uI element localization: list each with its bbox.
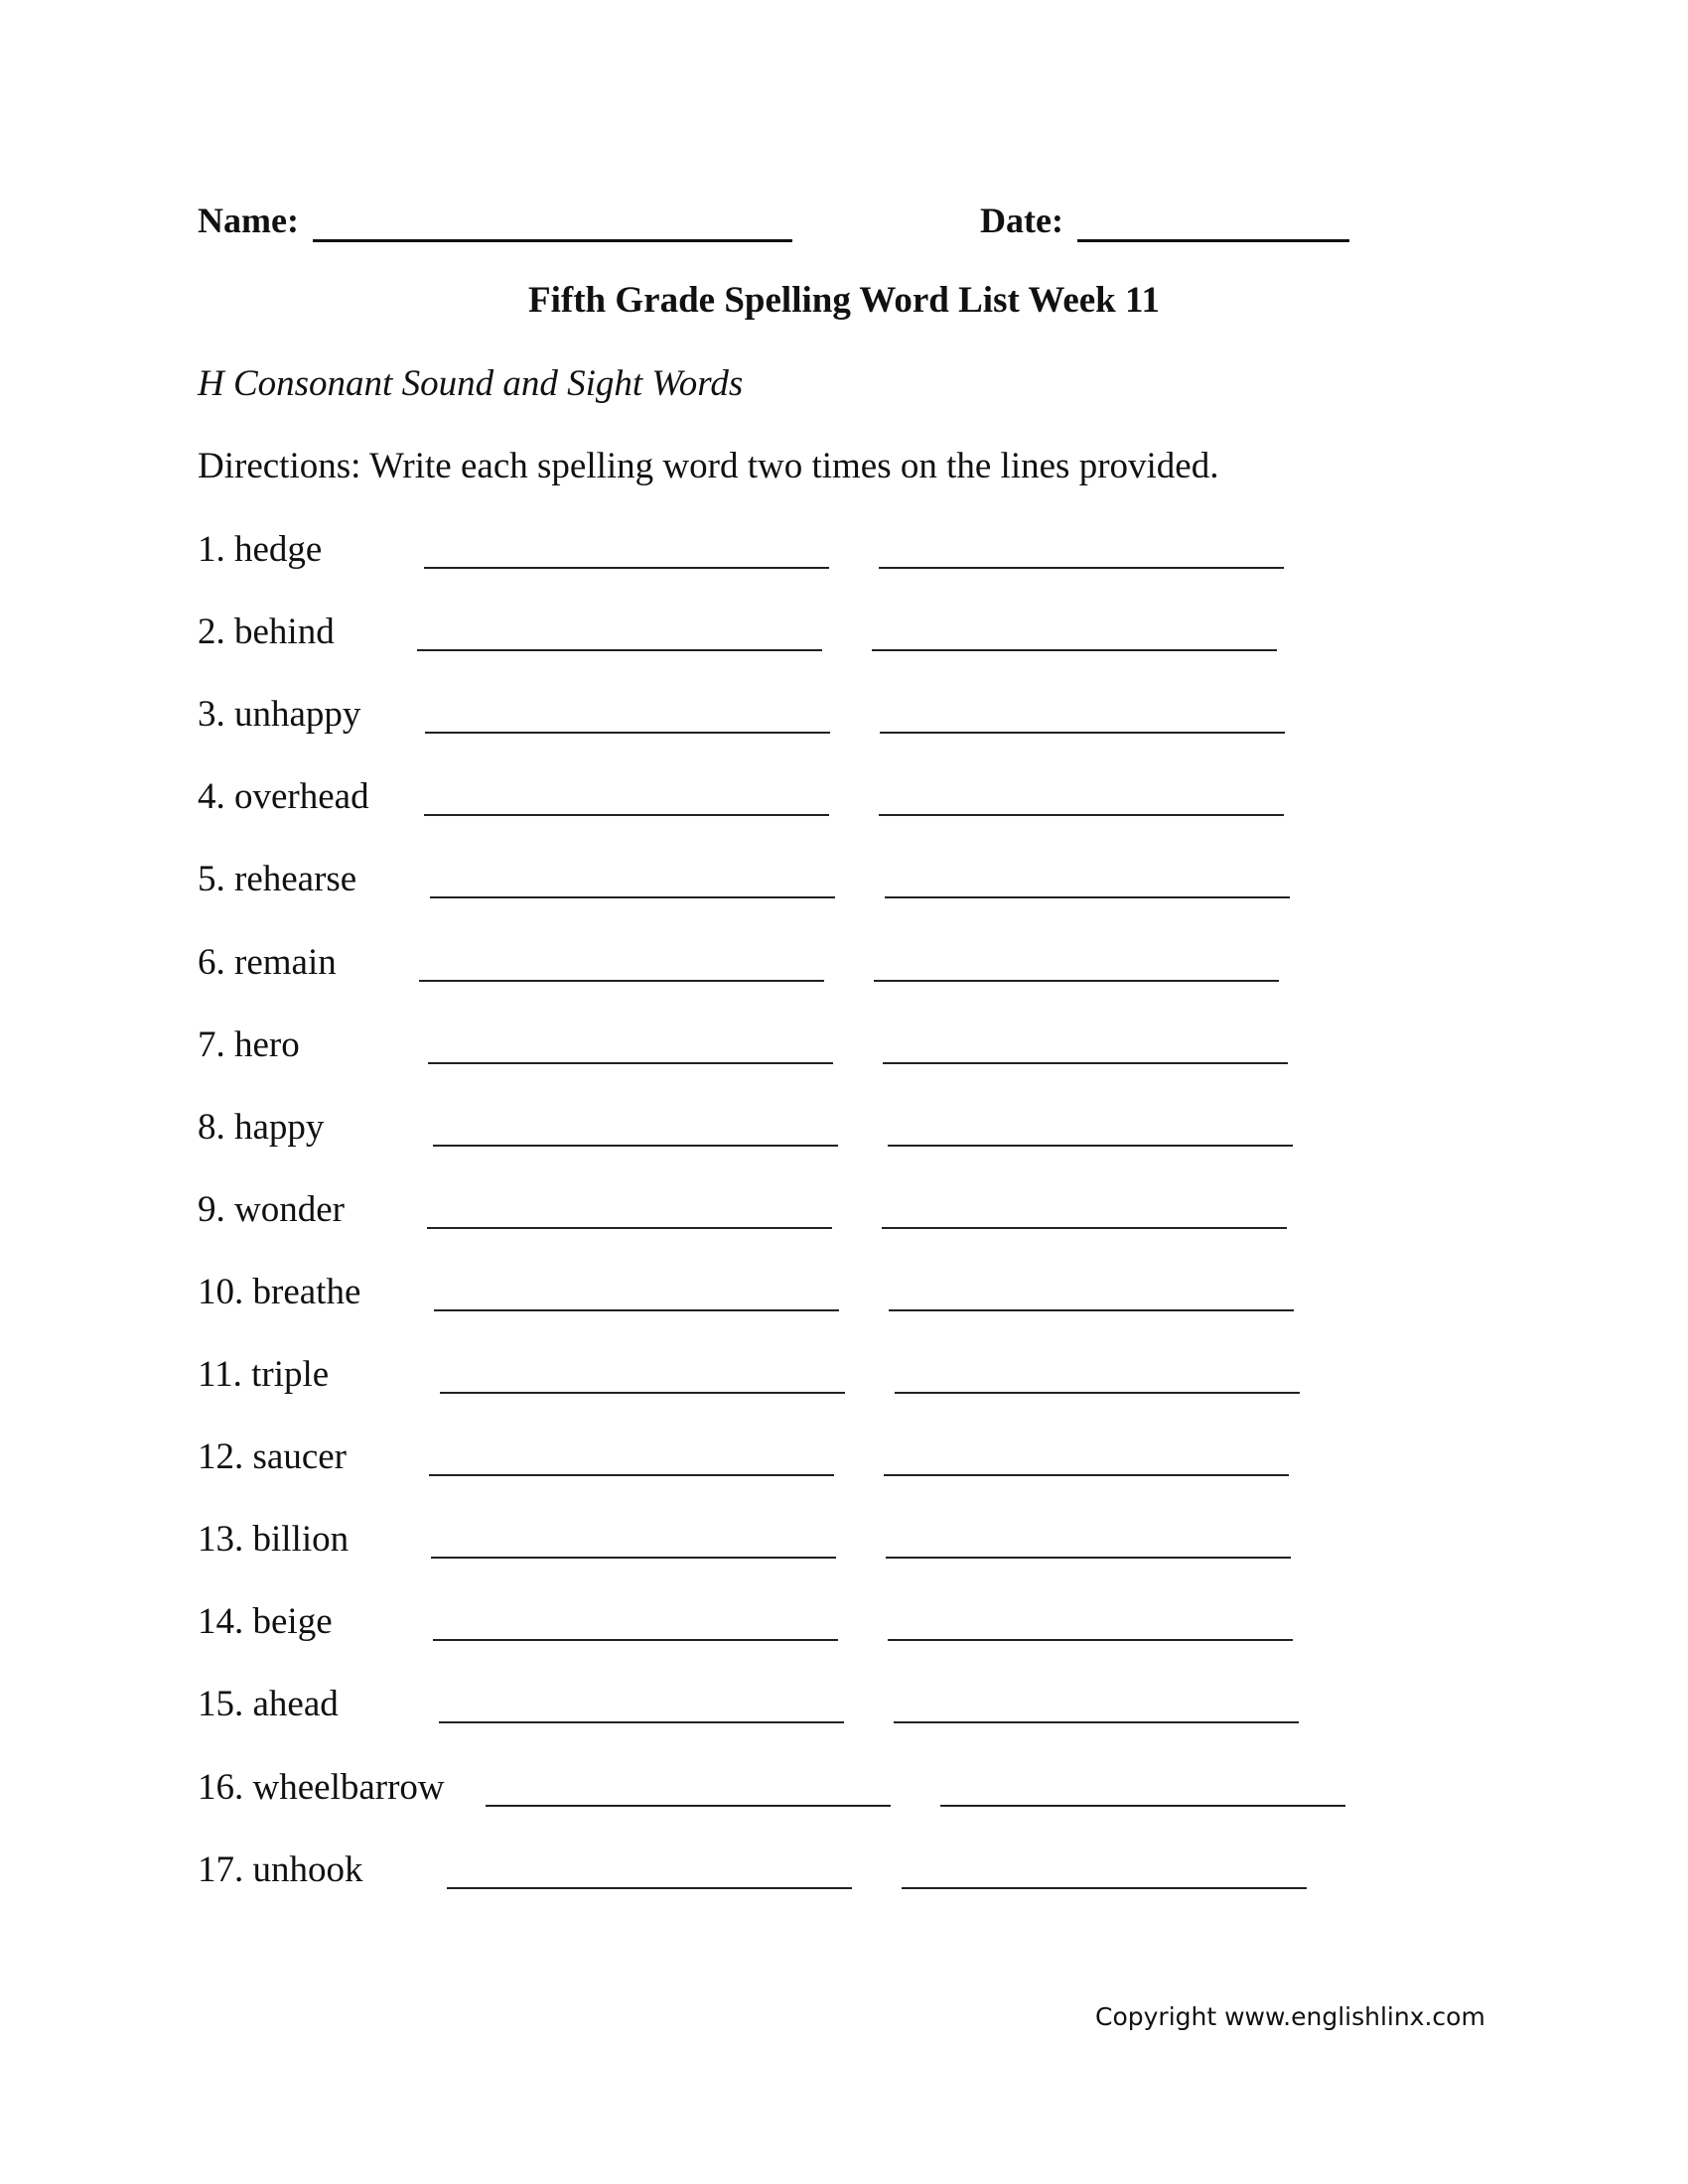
- writing-line-first[interactable]: [419, 980, 824, 982]
- writing-line-first[interactable]: [417, 649, 822, 651]
- word-row: [198, 940, 1389, 990]
- word-row: [198, 1352, 1389, 1402]
- writing-line-second[interactable]: [879, 567, 1284, 569]
- spelling-word: 10. breathe: [198, 1272, 361, 1312]
- writing-line-first[interactable]: [430, 896, 835, 898]
- spelling-word: 11. triple: [198, 1354, 330, 1395]
- date-label: Date:: [980, 201, 1063, 240]
- name-blank-line[interactable]: [313, 204, 792, 242]
- spelling-word: 9. wonder: [198, 1189, 345, 1230]
- spelling-word: 14. beige: [198, 1601, 333, 1642]
- writing-line-first[interactable]: [424, 567, 829, 569]
- word-row: [198, 1187, 1389, 1237]
- spelling-word: 5. rehearse: [198, 859, 357, 899]
- word-row: [198, 1599, 1389, 1649]
- spelling-word: 8. happy: [198, 1107, 325, 1148]
- word-row: [198, 1023, 1389, 1072]
- word-row: [198, 1847, 1389, 1897]
- spelling-word: 15. ahead: [198, 1684, 339, 1724]
- writing-line-first[interactable]: [434, 1309, 839, 1311]
- word-row: [198, 1105, 1389, 1155]
- word-row: [198, 1270, 1389, 1319]
- word-row: [198, 692, 1389, 742]
- spelling-word: 16. wheelbarrow: [198, 1767, 445, 1808]
- writing-line-second[interactable]: [889, 1309, 1294, 1311]
- writing-line-first[interactable]: [427, 1227, 832, 1229]
- writing-line-second[interactable]: [885, 896, 1290, 898]
- name-label: Name:: [198, 201, 299, 240]
- writing-line-second[interactable]: [880, 732, 1285, 734]
- word-row: [198, 610, 1389, 659]
- writing-line-first[interactable]: [439, 1721, 844, 1723]
- writing-line-second[interactable]: [894, 1721, 1299, 1723]
- writing-line-first[interactable]: [424, 814, 829, 816]
- spelling-word: 12. saucer: [198, 1436, 347, 1477]
- spelling-word: 1. hedge: [198, 529, 323, 570]
- name-field: [198, 199, 792, 242]
- date-field: [980, 199, 1349, 242]
- word-row: [198, 774, 1389, 824]
- writing-line-second[interactable]: [882, 1227, 1287, 1229]
- word-row: [198, 857, 1389, 906]
- writing-line-first[interactable]: [428, 1062, 833, 1064]
- writing-line-second[interactable]: [902, 1887, 1307, 1889]
- writing-line-first[interactable]: [433, 1145, 838, 1147]
- writing-line-first[interactable]: [425, 732, 830, 734]
- spelling-word: 3. unhappy: [198, 694, 361, 735]
- writing-line-second[interactable]: [886, 1557, 1291, 1559]
- date-blank-line[interactable]: [1077, 204, 1349, 242]
- word-row: [198, 1517, 1389, 1567]
- writing-line-second[interactable]: [879, 814, 1284, 816]
- writing-line-second[interactable]: [884, 1474, 1289, 1476]
- spelling-word: 2. behind: [198, 612, 335, 652]
- writing-line-first[interactable]: [433, 1639, 838, 1641]
- spelling-word: 13. billion: [198, 1519, 350, 1560]
- spelling-word: 6. remain: [198, 942, 337, 983]
- writing-line-first[interactable]: [447, 1887, 852, 1889]
- writing-line-second[interactable]: [874, 980, 1279, 982]
- spelling-word: 17. unhook: [198, 1849, 363, 1890]
- word-row: [198, 1682, 1389, 1731]
- writing-line-first[interactable]: [486, 1805, 891, 1807]
- writing-line-second[interactable]: [940, 1805, 1345, 1807]
- writing-line-second[interactable]: [872, 649, 1277, 651]
- writing-line-first[interactable]: [431, 1557, 836, 1559]
- spelling-word: 4. overhead: [198, 776, 369, 817]
- directions-text: Directions: Write each spelling word two times on the lines provided.: [198, 446, 1219, 486]
- writing-line-first[interactable]: [429, 1474, 834, 1476]
- worksheet-title: Fifth Grade Spelling Word List Week 11: [528, 280, 1160, 321]
- writing-line-first[interactable]: [440, 1392, 845, 1394]
- writing-line-second[interactable]: [895, 1392, 1300, 1394]
- writing-line-second[interactable]: [883, 1062, 1288, 1064]
- word-row: [198, 527, 1389, 577]
- spelling-word: 7. hero: [198, 1024, 300, 1065]
- word-row: [198, 1434, 1389, 1484]
- writing-line-second[interactable]: [888, 1639, 1293, 1641]
- writing-line-second[interactable]: [888, 1145, 1293, 1147]
- copyright-notice: Copyright www.englishlinx.com: [1095, 2002, 1485, 2031]
- worksheet-subtitle: H Consonant Sound and Sight Words: [198, 363, 744, 404]
- header-row: [198, 199, 1349, 248]
- word-row: [198, 1765, 1389, 1815]
